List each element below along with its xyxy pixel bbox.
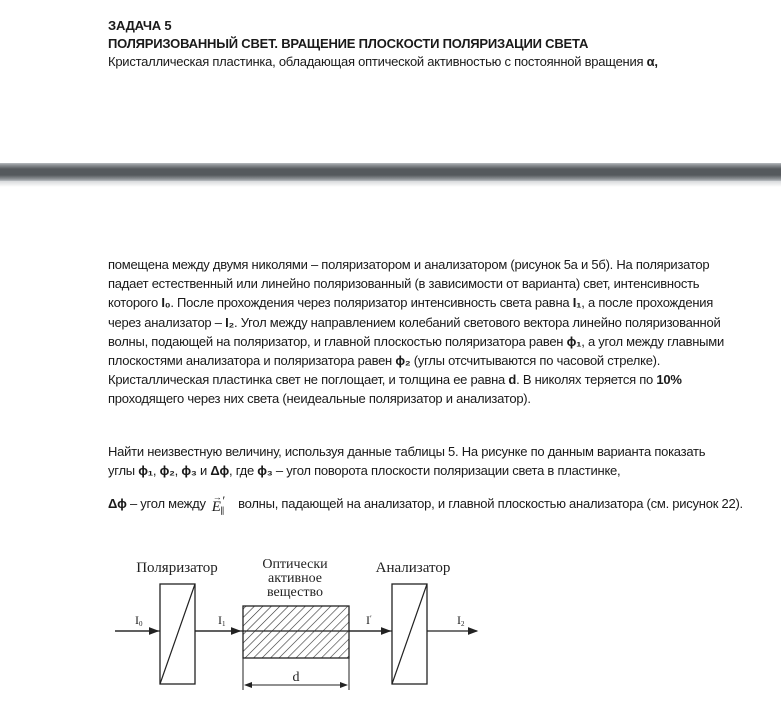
text-run: , а после прохождения через анализатор – bbox=[108, 295, 714, 330]
angle-phi1: ϕ₁ bbox=[138, 463, 153, 479]
text-run: волны, падающей на анализатор, и главной плоскостью анализатора (см. рисунок 22). bbox=[238, 496, 743, 511]
paragraph-task bbox=[108, 442, 730, 480]
thickness-label: d bbox=[292, 670, 300, 685]
text-run: , bbox=[152, 463, 160, 479]
optical-setup-diagram bbox=[115, 550, 495, 715]
angle-delta-phi: Δϕ bbox=[210, 463, 229, 479]
medium-label-line2: активное bbox=[268, 571, 322, 586]
page-separator-shadow bbox=[0, 181, 781, 187]
angle-phi3: ϕ₃ bbox=[257, 463, 273, 479]
paragraph-delta-phi bbox=[108, 493, 748, 519]
alpha-symbol: α, bbox=[646, 54, 658, 69]
beam-label-i1: I1 bbox=[218, 613, 226, 628]
task-subtitle: ПОЛЯРИЗОВАННЫЙ СВЕТ. ВРАЩЕНИЕ ПЛОСКОСТИ ПОЛЯРИЗАЦИИ СВЕТА bbox=[108, 36, 589, 51]
beam-label-i-prime: I′ bbox=[366, 613, 372, 627]
polarizer-label: Поляризатор bbox=[136, 560, 218, 576]
text-run: (углы отсчитываются по часовой стрелке). Кристаллическая пластинка свет не поглощает, и толщина ее равна bbox=[108, 353, 661, 388]
vector-arrow-icon: → bbox=[212, 492, 222, 502]
text-run: – угол поворота плоскости поляризации света в пластинке, bbox=[272, 463, 621, 479]
e-vector-symbol bbox=[212, 493, 224, 519]
e-subscript: ∥ bbox=[220, 506, 225, 516]
angle-phi1: ϕ₁ bbox=[566, 333, 582, 349]
thickness-d: d bbox=[508, 372, 517, 388]
task-header bbox=[108, 17, 768, 71]
text-run: проходящего через них света (неидеальные поляризатор и анализатор). bbox=[108, 391, 531, 407]
beam-label-i0: I0 bbox=[135, 613, 143, 628]
text-run: помещена между двумя николями – поляризатором и анализатором (рисунок 5а и 5б). На поляризатор падает естественный или линейно поляризованный (в зависимости от варианта) свет, интенсивность которого bbox=[108, 257, 710, 311]
medium-label-line1: Оптически bbox=[262, 557, 328, 572]
intensity-i1: I₁ bbox=[572, 295, 582, 311]
loss-percent: 10% bbox=[656, 372, 682, 388]
e-letter: E bbox=[211, 499, 221, 515]
optical-setup-figure bbox=[115, 550, 495, 715]
active-medium-slab bbox=[243, 606, 349, 658]
intensity-i2: I₂ bbox=[225, 314, 235, 330]
angle-phi3: ϕ₃ bbox=[181, 463, 197, 479]
text-run: Найти неизвестную величину, используя данные таблицы 5. На рисунке по данным варианта показать углы bbox=[108, 444, 706, 479]
text-run: . Угол между направлением колебаний светового вектора линейно поляризованной волны, подающей на поляризатор, и главной плоскостью поляризатора равен bbox=[108, 314, 721, 349]
angle-delta-phi: Δϕ bbox=[108, 496, 127, 511]
text-run: , а угол между главными плоскостями анализатора и поляризатора равен bbox=[108, 333, 724, 369]
paragraph-setup bbox=[108, 255, 730, 409]
intro-text: Кристаллическая пластинка, обладающая оптической активностью с постоянной вращения bbox=[108, 54, 647, 69]
beam-label-i2: I2 bbox=[457, 613, 465, 628]
text-run: . В николях теряется по bbox=[516, 372, 657, 388]
text-run: . После прохождения через поляризатор интенсивность света равна bbox=[170, 295, 573, 311]
medium-label-line3: вещество bbox=[267, 585, 323, 600]
text-run: – угол между bbox=[126, 496, 206, 511]
text-run: и bbox=[196, 463, 211, 479]
text-run: , bbox=[174, 463, 182, 479]
task-label: ЗАДАЧА 5 bbox=[108, 18, 172, 33]
e-prime: ′ bbox=[221, 493, 225, 508]
analyzer-label: Анализатор bbox=[375, 560, 451, 576]
angle-phi2: ϕ₂ bbox=[395, 353, 411, 369]
page-separator bbox=[0, 163, 781, 181]
intro-line bbox=[108, 53, 768, 71]
intensity-i0: I₀ bbox=[161, 295, 171, 311]
text-run: , где bbox=[228, 463, 258, 479]
angle-phi2: ϕ₂ bbox=[159, 463, 175, 479]
